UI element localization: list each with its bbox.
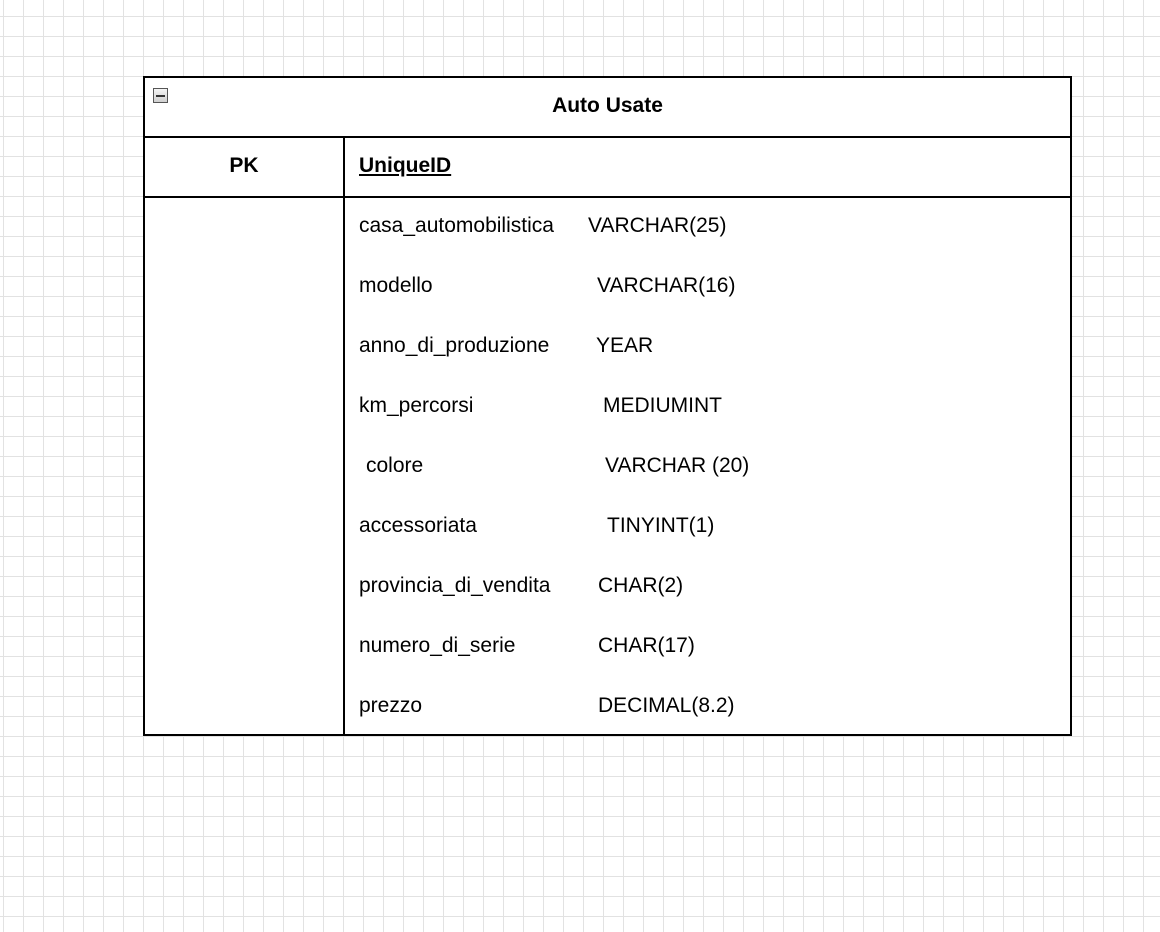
- attribute-row[interactable]: [359, 694, 735, 790]
- attribute-name: km_percorsi: [359, 394, 474, 417]
- attribute-name: accessoriata: [359, 514, 477, 537]
- entity-header: [145, 78, 1070, 138]
- attribute-type: CHAR(17): [598, 634, 695, 657]
- attribute-name: modello: [359, 274, 433, 297]
- attribute-type: VARCHAR(16): [597, 274, 736, 297]
- attribute-name: anno_di_produzione: [359, 334, 550, 357]
- attribute-type: DECIMAL(8.2): [598, 694, 735, 717]
- attribute-name: provincia_di_vendita: [359, 574, 551, 597]
- attribute-name: prezzo: [359, 694, 423, 717]
- attribute-name: casa_automobilistica: [359, 214, 554, 237]
- attribute-type: VARCHAR (20): [605, 454, 750, 477]
- attribute-name: colore: [366, 454, 424, 477]
- attribute-type: VARCHAR(25): [588, 214, 727, 237]
- attribute-name: numero_di_serie: [359, 634, 516, 657]
- attribute-type: TINYINT(1): [607, 514, 715, 537]
- pk-field[interactable]: UniqueID: [359, 154, 452, 177]
- primary-key-row: [145, 138, 1070, 198]
- attribute-type: MEDIUMINT: [603, 394, 722, 417]
- attribute-type: CHAR(2): [598, 574, 684, 597]
- attribute-list: [145, 198, 1070, 734]
- attribute-type: YEAR: [596, 334, 654, 357]
- entity-title: Auto Usate: [552, 94, 663, 117]
- entity-table-auto-usate[interactable]: [143, 76, 1072, 736]
- pk-label: PK: [229, 154, 259, 177]
